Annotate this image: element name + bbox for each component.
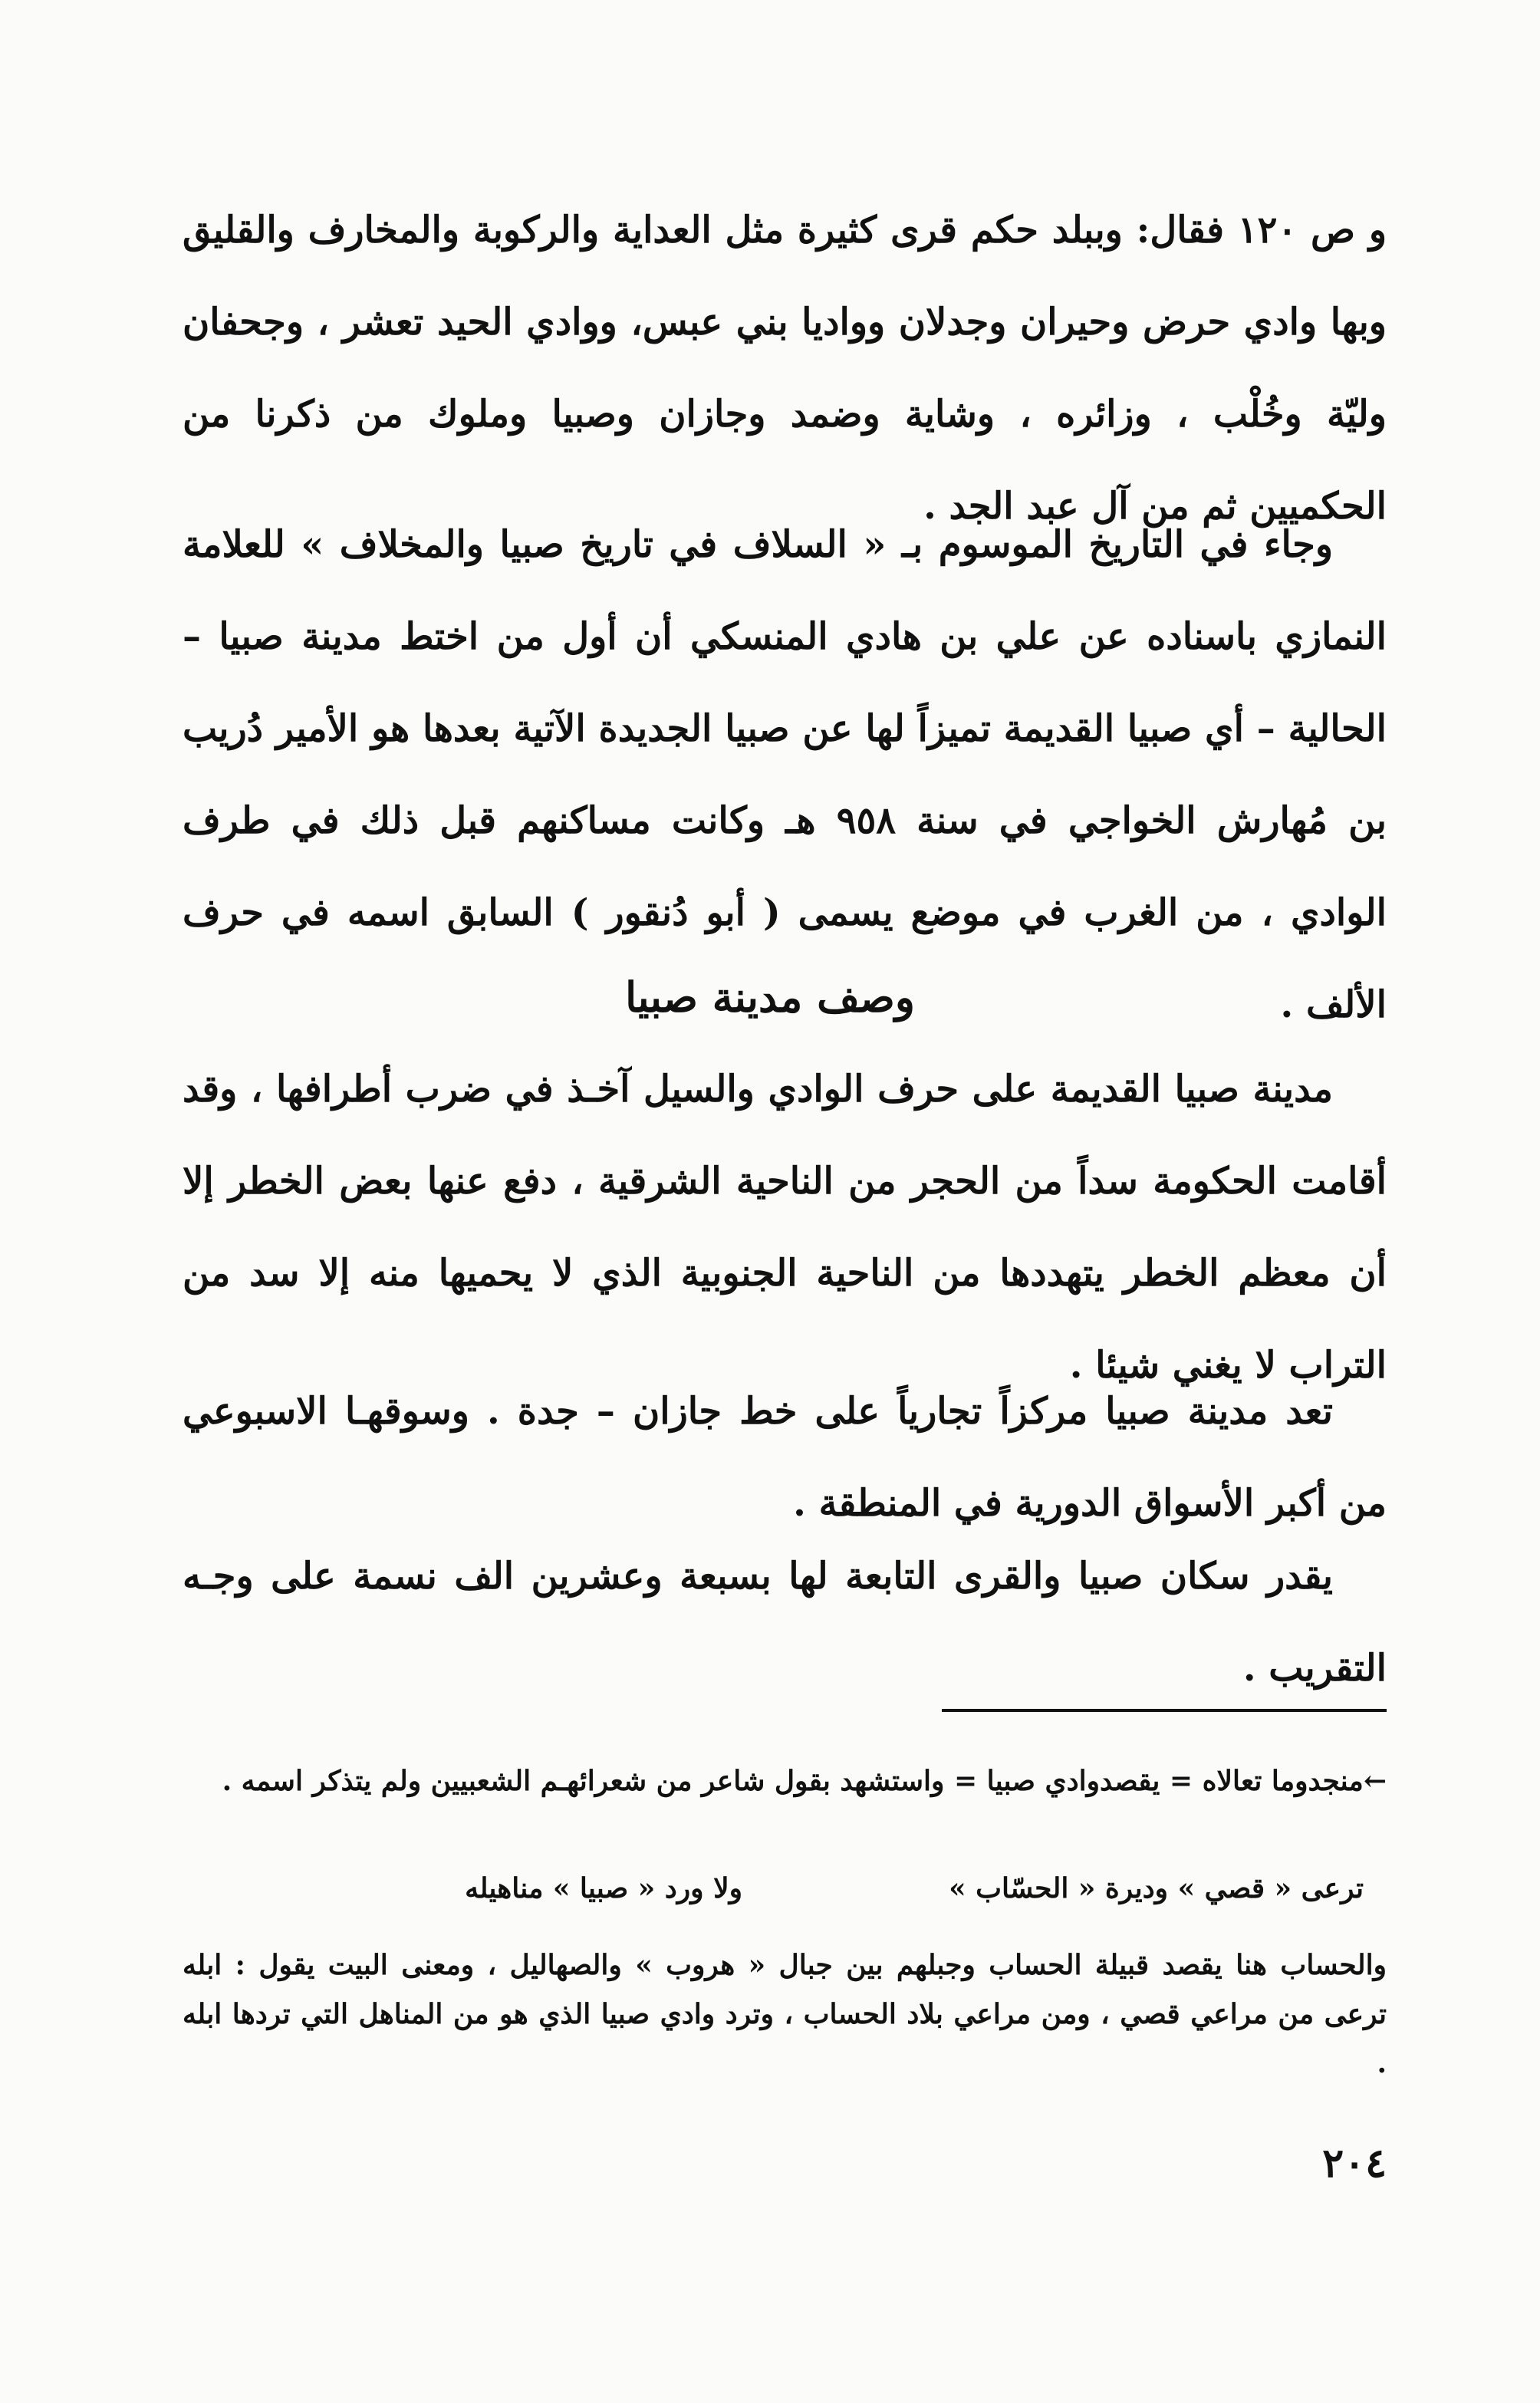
- paragraph-villages: [183, 184, 1387, 552]
- footnote-divider: [942, 1709, 1387, 1712]
- paragraph-population: [183, 1530, 1387, 1714]
- paragraph-text: و ص ١٢٠ فقال: وببلد حكم قرى كثيرة مثل العداية والركوبة والمخارف والقليق وبها وادي حرض وحيران وجدلان وواديا بني عبس، ووادي الحيد تعشر ، وجحفان وليّة وخُلْب ، وزائره ، وشاية وضمد وجازان وصبيا وملوك من ذكرنا من الحكميين ثم من آل عبد الجد .: [183, 209, 1387, 528]
- paragraph-text: مدينة صبيا القديمة على حرف الوادي والسيل آخـذ في ضرب أطرافها ، وقد أقامت الحكومة سداً من الحجر من الناحية الشرقية ، دفع عنها بعض الخطر إلا أن معظم الخطر يتهددها من الناحية الجنوبية الذي لا يحميها منه إلا سد من التراب لا يغني شيئا .: [183, 1068, 1387, 1387]
- footnote-2: والحساب هنا يقصد قبيلة الحساب وجبلهم بين جبال « هروب » والصهاليل ، ومعنى البيت يقول : ابله ترعى من مراعي قصي ، ومن مراعي بلاد الحساب ، وترد وادي صبيا الذي هو من المناهل التي تردها ابله .: [183, 1949, 1387, 2079]
- paragraph-text: يقدر سكان صبيا والقرى التابعة لها بسبعة وعشرين الف نسمة على وجـه التقريب .: [183, 1555, 1387, 1690]
- footnote-1: ←منجدوما تعالاه = يقصدوادي صبيا = واستشهد بقول شاعر من شعرائهـم الشعبيين ولم يتذكر اسمه .: [222, 1765, 1387, 1797]
- section-heading: وصف مدينة صبيا: [625, 973, 915, 1022]
- paragraph-city-description: [183, 1043, 1387, 1411]
- verse-second-hemistich: ولا ورد « صبيا » مناهيله: [465, 1872, 742, 1904]
- paragraph-text: تعد مدينة صبيا مركزاً تجارياً على خط جازان – جدة . وسوقهـا الاسبوعي من أكبر الأسواق الدورية في المنطقة .: [183, 1390, 1387, 1525]
- paragraph-text: وجاء في التاريخ الموسوم بـ « السلاف في تاريخ صبيا والمخلاف » للعلامة النمازي باسناده عن علي بن هادي المنسكي أن أول من اختط مدينة صبيا – الحالية – أي صبيا القديمة تميزاً لها عن صبيا الجديدة الآتية بعدها هو الأمير دُريب بن مُهارش الخواجي في سنة ٩٥٨ هـ وكانت مساكنهم قبل ذلك في طرف الوادي ، من الغرب في موضع يسمى ( أبو دُنقور ) السابق اسمه في حرف الألف .: [183, 523, 1387, 1026]
- verse-first-hemistich: ترعى « قصي » وديرة « الحسّاب »: [949, 1872, 1364, 1904]
- page-number: ٢٠٤: [1322, 2140, 1387, 2187]
- paragraph-trade: [183, 1365, 1387, 1549]
